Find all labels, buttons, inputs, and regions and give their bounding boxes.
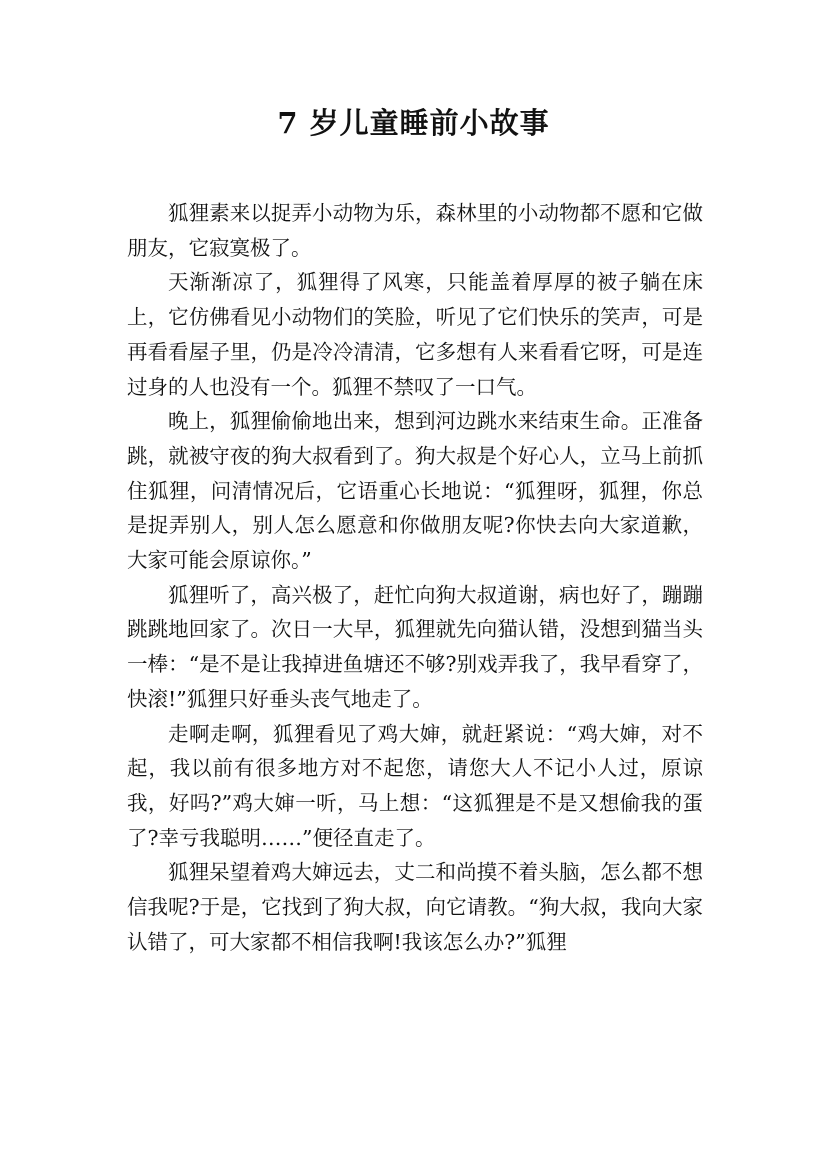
paragraph-3: 晚上，狐狸偷偷地出来，想到河边跳水来结束生命。正准备跳，就被守夜的狗大叔看到了。狗大叔是个好心人，立马上前抓住狐狸，问清情况后，它语重心长地说：“狐狸呀，狐狸，你总是捉弄别人，别人怎么愿意和你做朋友呢?你快去向大家道歉，大家可能会原谅你。” — [127, 409, 703, 573]
paragraph-1: 狐狸素来以捉弄小动物为乐，森林里的小动物都不愿和它做朋友，它寂寞极了。 — [127, 201, 703, 260]
paragraph-2: 天渐渐凉了，狐狸得了风寒，只能盖着厚厚的被子躺在床上，它仿佛看见小动物们的笑脸，听见了它们快乐的笑声，可是再看看屋子里，仍是冷冷清清，它多想有人来看看它呀，可是连过身的人也没有一个。狐狸不禁叹了一口气。 — [127, 270, 703, 399]
paragraph-6: 狐狸呆望着鸡大婶远去，丈二和尚摸不着头脑，怎么都不想信我呢?于是，它找到了狗大叔，向它请教。“狗大叔，我向大家认错了，可大家都不相信我啊!我该怎么办?”狐狸 — [127, 860, 703, 954]
paragraph-4: 狐狸听了，高兴极了，赶忙向狗大叔道谢，病也好了，蹦蹦跳跳地回家了。次日一大早，狐狸就先向猫认错，没想到猫当头一棒：“是不是让我掉进鱼塘还不够?别戏弄我了，我早看穿了，快滚!”狐狸只好垂头丧气地走了。 — [127, 582, 703, 711]
story-body — [127, 196, 703, 959]
paragraph-5: 走啊走啊，狐狸看见了鸡大婶，就赶紧说：“鸡大婶，对不起，我以前有很多地方对不起您，请您大人不记小人过，原谅我，好吗?”鸡大婶一听，马上想：“这狐狸是不是又想偷我的蛋了?幸亏我聪明……”便径直走了。 — [127, 721, 703, 850]
document-title: 7 岁儿童睡前小故事 — [277, 106, 550, 140]
